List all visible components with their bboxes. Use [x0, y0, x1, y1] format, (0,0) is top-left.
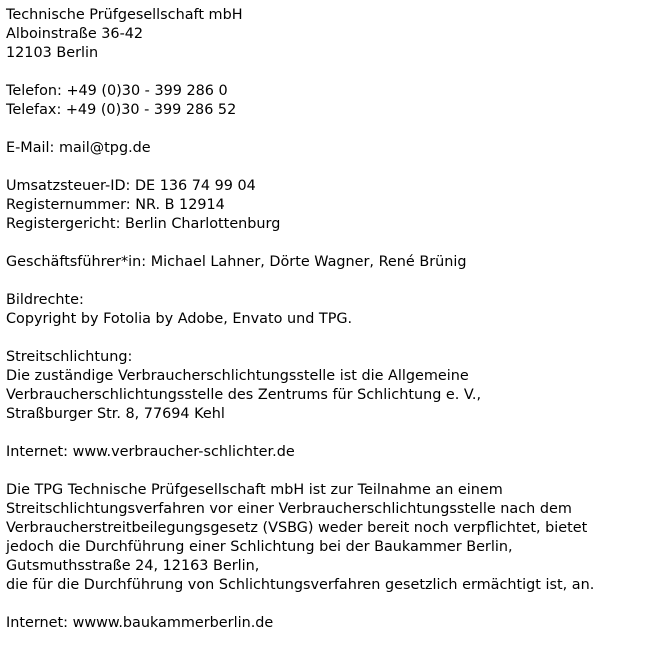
image-rights-heading: Bildrechte: — [6, 292, 84, 308]
participation-line: Gutsmuthsstraße 24, 12163 Berlin, — [6, 558, 260, 574]
dispute-resolution-block — [6, 348, 646, 424]
company-name: Technische Prüfgesellschaft mbH — [6, 7, 243, 23]
company-street: Alboinstraße 36-42 — [6, 26, 144, 42]
register-number: Registernummer: NR. B 12914 — [6, 197, 225, 213]
baukammer-internet-link: Internet: wwww.baukammerberlin.de — [6, 615, 274, 631]
dispute-internet-block — [6, 443, 646, 462]
dispute-line: Straßburger Str. 8, 77694 Kehl — [6, 406, 225, 422]
email-block — [6, 139, 646, 158]
managing-directors: Geschäftsführer*in: Michael Lahner, Dörte Wagner, René Brünig — [6, 254, 467, 270]
participation-line: die für die Durchführung von Schlichtungsverfahren gesetzlich ermächtigt ist, an. — [6, 577, 595, 593]
participation-line: jedoch die Durchführung einer Schlichtung bei der Baukammer Berlin, — [6, 539, 513, 555]
dispute-heading: Streitschlichtung: — [6, 349, 133, 365]
fax-number: Telefax: +49 (0)30 - 399 286 52 — [6, 102, 237, 118]
baukammer-internet-block — [6, 614, 646, 633]
registry-block — [6, 177, 646, 234]
participation-block — [6, 481, 646, 595]
dispute-line: Verbraucherschlichtungsstelle des Zentrums für Schlichtung e. V., — [6, 387, 482, 403]
email-address: E-Mail: mail@tpg.de — [6, 140, 151, 156]
phone-fax-block — [6, 82, 646, 120]
dispute-line: Die zuständige Verbraucherschlichtungsstelle ist die Allgemeine — [6, 368, 469, 384]
dispute-internet-link: Internet: www.verbraucher-schlichter.de — [6, 444, 295, 460]
image-rights-block — [6, 291, 646, 329]
management-block — [6, 253, 646, 272]
vat-id: Umsatzsteuer-ID: DE 136 74 99 04 — [6, 178, 256, 194]
company-city: 12103 Berlin — [6, 45, 99, 61]
phone-number: Telefon: +49 (0)30 - 399 286 0 — [6, 83, 228, 99]
register-court: Registergericht: Berlin Charlottenburg — [6, 216, 281, 232]
participation-line: Streitschlichtungsverfahren vor einer Verbraucherschlichtungsstelle nach dem — [6, 501, 572, 517]
image-rights-text: Copyright by Fotolia by Adobe, Envato und TPG. — [6, 311, 353, 327]
company-address — [6, 6, 646, 63]
participation-line: Die TPG Technische Prüfgesellschaft mbH ist zur Teilnahme an einem — [6, 482, 503, 498]
participation-line: Verbraucherstreitbeilegungsgesetz (VSBG) weder bereit noch verpflichtet, bietet — [6, 520, 588, 536]
